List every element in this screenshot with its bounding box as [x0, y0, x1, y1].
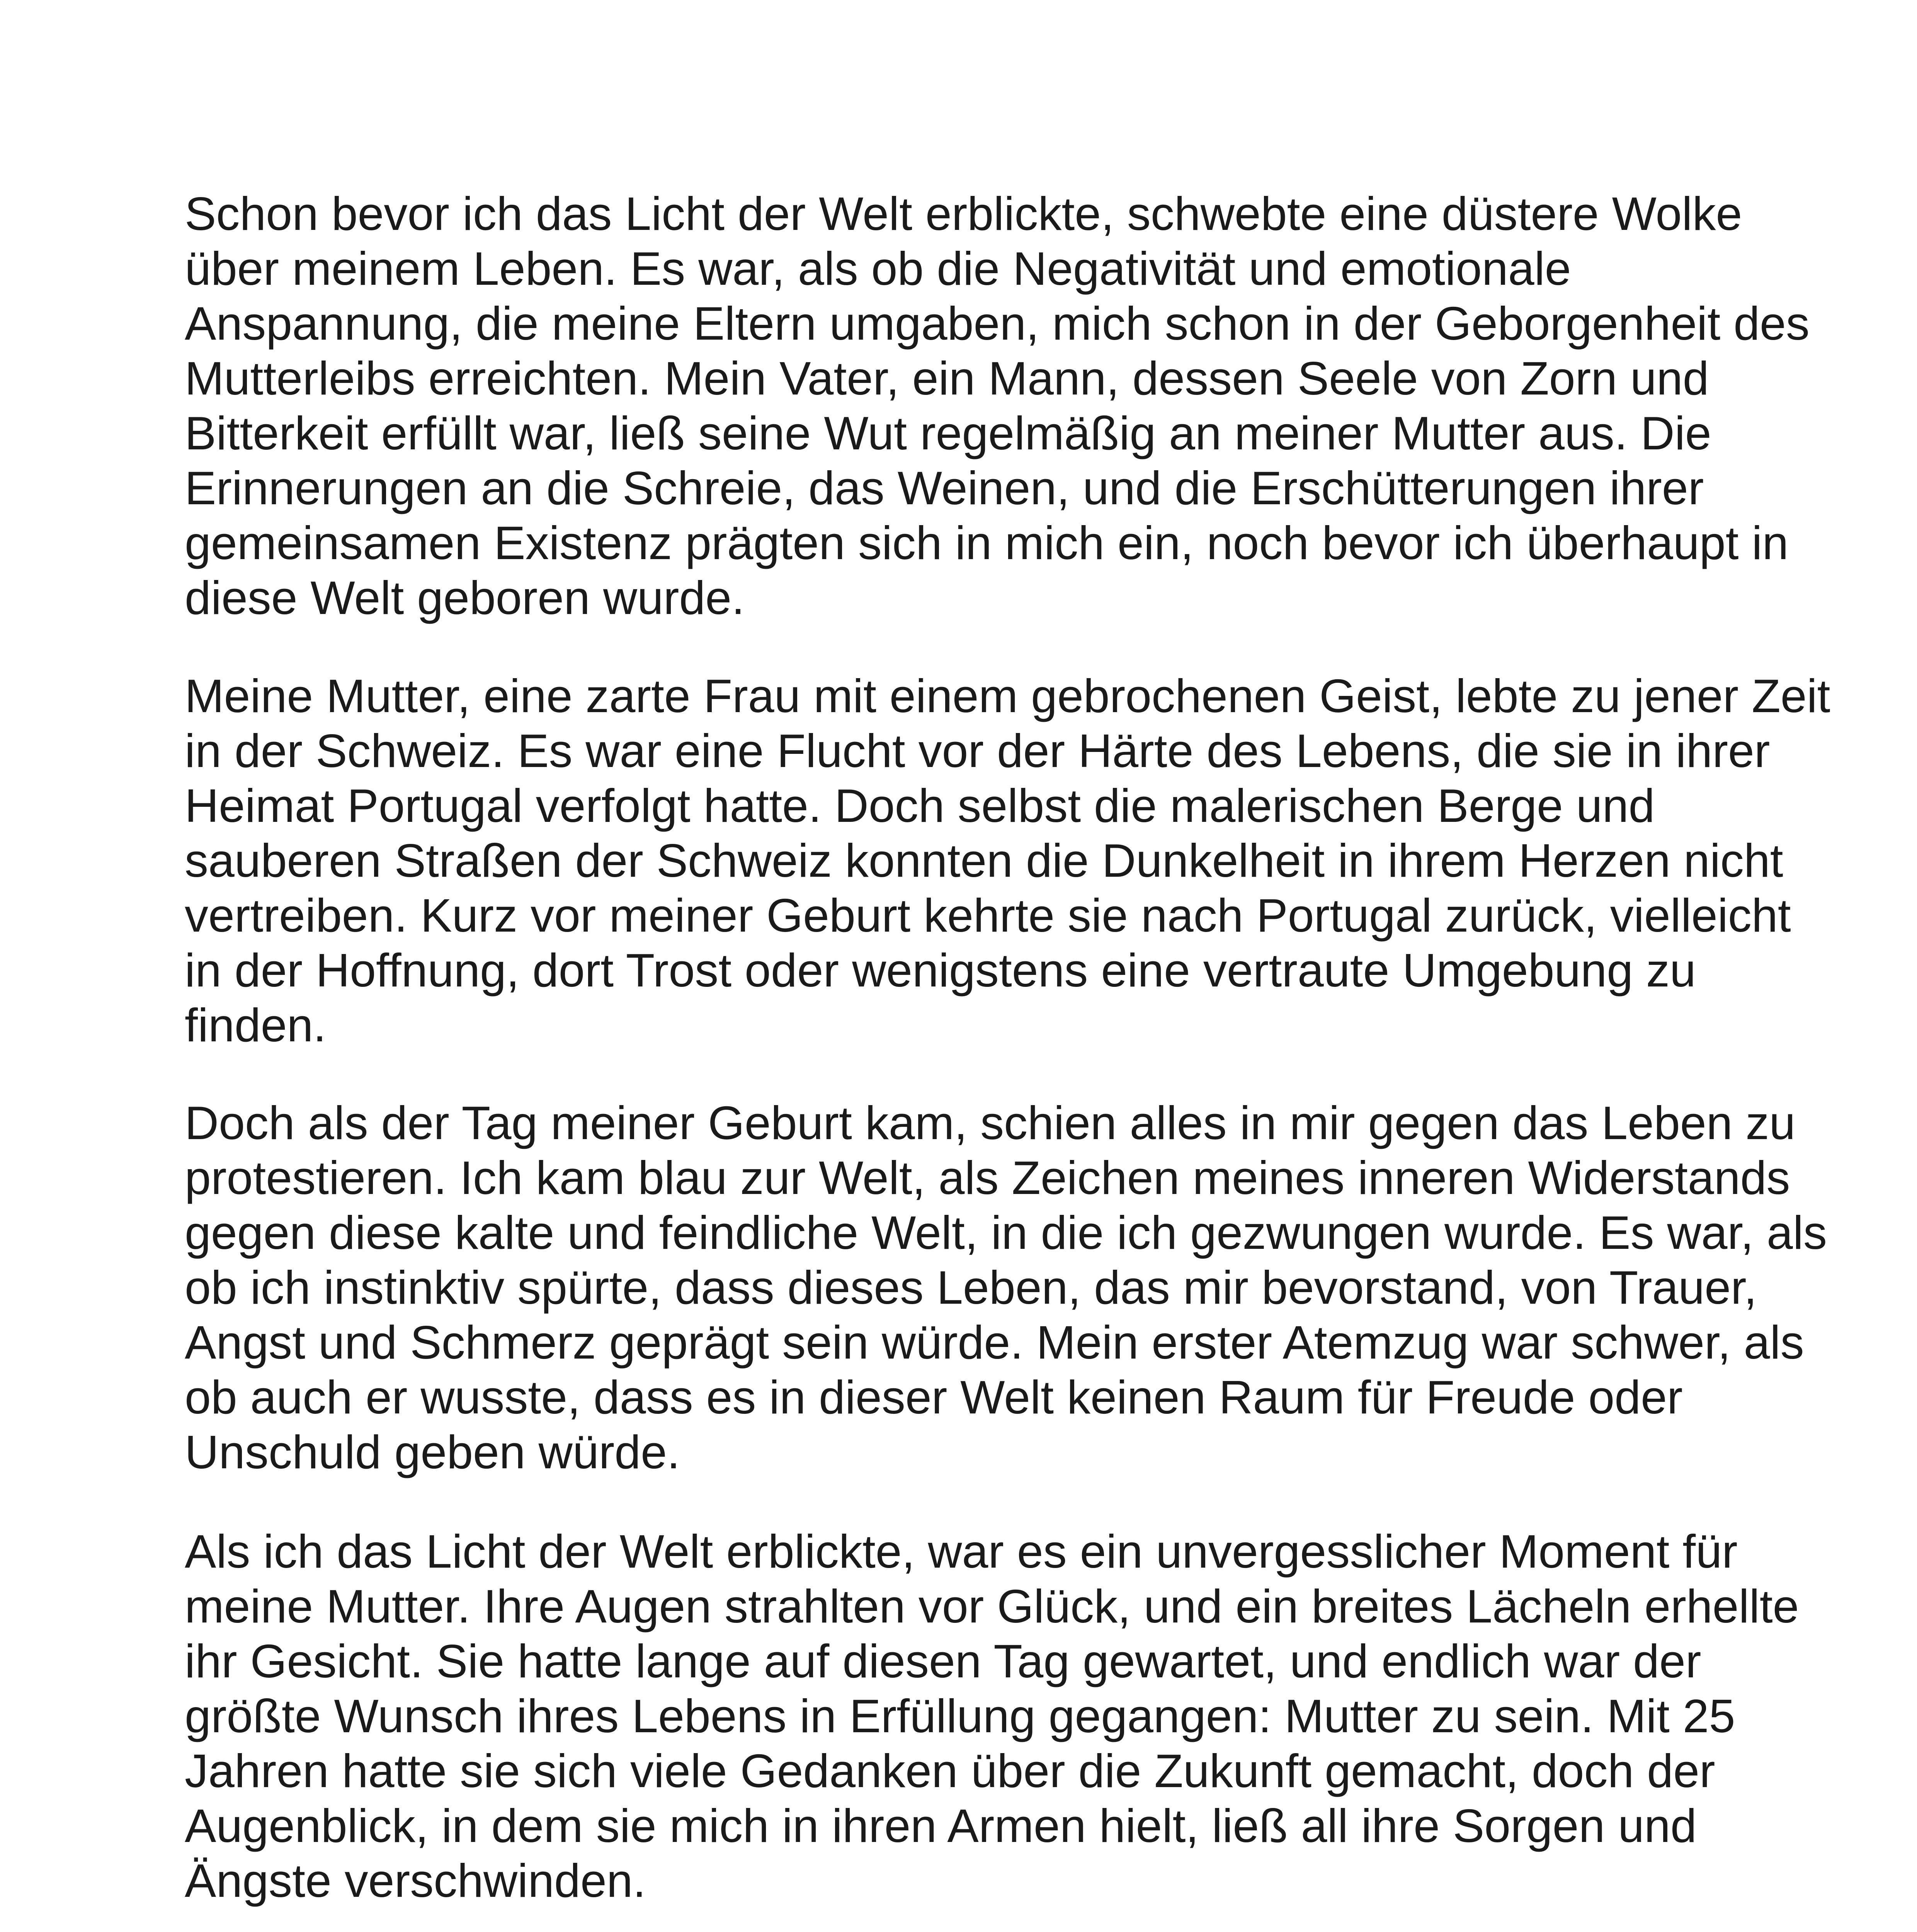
- text-line: gegen diese kalte und feindliche Welt, in die ich gezwungen wurde. Es war, als: [185, 1206, 1827, 1259]
- text-line: sauberen Straßen der Schweiz konnten die Dunkelheit in ihrem Herzen nicht: [185, 834, 1783, 887]
- text-line: über meinem Leben. Es war, als ob die Negativität und emotionale: [185, 242, 1571, 295]
- text-line: Angst und Schmerz geprägt sein würde. Mein erster Atemzug war schwer, als: [185, 1316, 1804, 1369]
- text-line: Augenblick, in dem sie mich in ihren Armen hielt, ließ all ihre Sorgen und: [185, 1799, 1697, 1852]
- text-line: finden.: [185, 999, 327, 1051]
- text-line: Erinnerungen an die Schreie, das Weinen, und die Erschütterungen ihrer: [185, 462, 1704, 514]
- text-line: Doch als der Tag meiner Geburt kam, schien alles in mir gegen das Leben zu: [185, 1097, 1796, 1149]
- text-line: Ängste verschwinden.: [185, 1854, 646, 1907]
- text-line: Meine Mutter, eine zarte Frau mit einem gebrochenen Geist, lebte zu jener Zeit: [185, 670, 1830, 722]
- text-line: Unschuld geben würde.: [185, 1426, 680, 1478]
- paragraph: [185, 186, 1810, 625]
- text-line: größte Wunsch ihres Lebens in Erfüllung gegangen: Mutter zu sein. Mit 25: [185, 1690, 1735, 1742]
- text-line: Bitterkeit erfüllt war, ließ seine Wut regelmäßig an meiner Mutter aus. Die: [185, 407, 1711, 459]
- text-line: in der Hoffnung, dort Trost oder wenigstens eine vertraute Umgebung zu: [185, 944, 1696, 997]
- text-line: vertreiben. Kurz vor meiner Geburt kehrte sie nach Portugal zurück, vielleicht: [185, 889, 1791, 942]
- text-line: Anspannung, die meine Eltern umgaben, mich schon in der Geborgenheit des: [185, 297, 1810, 350]
- paragraph: [185, 668, 1830, 1053]
- text-line: ob auch er wusste, dass es in dieser Welt keinen Raum für Freude oder: [185, 1371, 1683, 1423]
- text-line: in der Schweiz. Es war eine Flucht vor der Härte des Lebens, die sie in ihrer: [185, 724, 1770, 777]
- text-line: diese Welt geboren wurde.: [185, 571, 745, 624]
- text-line: Schon bevor ich das Licht der Welt erblickte, schwebte eine düstere Wolke: [185, 187, 1742, 240]
- paragraph: [185, 1095, 1827, 1480]
- text-line: Als ich das Licht der Welt erblickte, war es ein unvergesslicher Moment für: [185, 1525, 1738, 1578]
- text-line: gemeinsamen Existenz prägten sich in mich ein, noch bevor ich überhaupt in: [185, 517, 1789, 569]
- text-line: ob ich instinktiv spürte, dass dieses Leben, das mir bevorstand, von Trauer,: [185, 1261, 1757, 1314]
- text-line: meine Mutter. Ihre Augen strahlten vor Glück, und ein breites Lächeln erhellte: [185, 1580, 1799, 1633]
- text-line: Jahren hatte sie sich viele Gedanken über die Zukunft gemacht, doch der: [185, 1745, 1715, 1797]
- text-line: Mutterleibs erreichten. Mein Vater, ein Mann, dessen Seele von Zorn und: [185, 352, 1709, 405]
- paragraph: [185, 1524, 1799, 1908]
- text-line: protestieren. Ich kam blau zur Welt, als Zeichen meines inneren Widerstands: [185, 1151, 1790, 1204]
- text-line: Heimat Portugal verfolgt hatte. Doch selbst die malerischen Berge und: [185, 779, 1655, 832]
- text-line: ihr Gesicht. Sie hatte lange auf diesen Tag gewartet, und endlich war der: [185, 1635, 1701, 1687]
